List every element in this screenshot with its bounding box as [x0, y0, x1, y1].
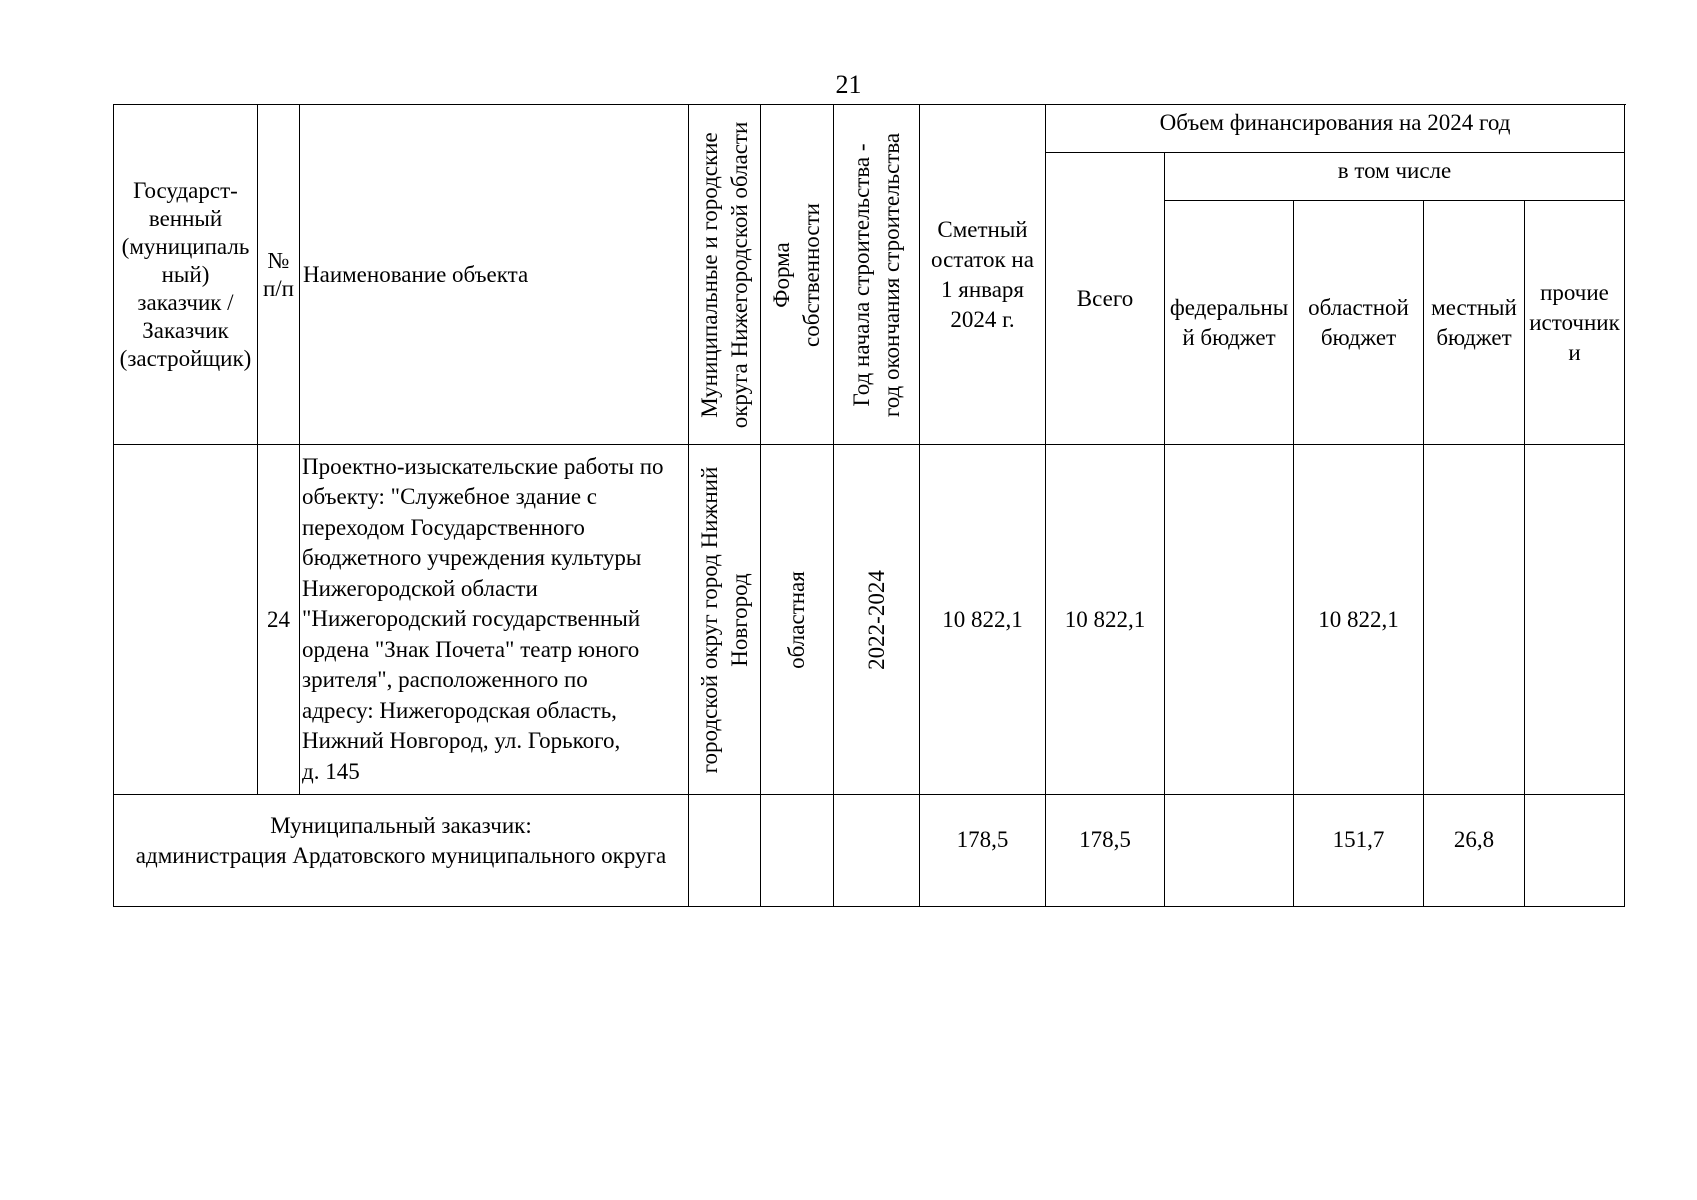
summary-regional: 151,7	[1294, 795, 1424, 907]
header-years-line1: Год начала строительства -	[848, 142, 874, 407]
header-federal: федеральны й бюджет	[1165, 201, 1294, 445]
header-municipality	[689, 105, 761, 445]
header-years-line2: год окончания строительства	[878, 132, 904, 417]
row-customer	[114, 445, 258, 795]
header-local: местный бюджет	[1424, 201, 1525, 445]
row-num: 24	[258, 445, 300, 795]
header-other: прочие источник и	[1525, 201, 1625, 445]
summary-total: 178,5	[1046, 795, 1165, 907]
header-ownership-line2: собственности	[799, 202, 824, 347]
header-municipality-line1: Муниципальные и городские	[696, 131, 722, 418]
header-name: Наименование объекта	[300, 105, 689, 445]
table-row	[114, 445, 1625, 795]
summary-federal	[1165, 795, 1294, 907]
row-name	[300, 445, 689, 795]
financing-table	[113, 104, 1625, 907]
row-municipality-line1: городской округ город Нижний	[696, 466, 722, 773]
header-ownership-line1: Форма	[769, 241, 794, 308]
row-years	[834, 445, 920, 795]
summary-other	[1525, 795, 1625, 907]
header-total: Всего	[1046, 153, 1165, 445]
row-ownership	[761, 445, 834, 795]
header-ownership	[761, 105, 834, 445]
header-municipality-line2: округа Нижегородской области	[726, 121, 752, 428]
summary-municipality	[689, 795, 761, 907]
page-number: 21	[835, 70, 862, 99]
row-years-text: 2022-2024	[863, 569, 889, 670]
summary-local: 26,8	[1424, 795, 1525, 907]
row-other	[1525, 445, 1625, 795]
header-estimate: Сметный остаток на 1 января 2024 г.	[920, 105, 1046, 445]
summary-estimate: 178,5	[920, 795, 1046, 907]
header-including: в том числе	[1165, 153, 1625, 201]
row-municipality-line2: Новгород	[726, 572, 752, 667]
header-regional: областной бюджет	[1294, 201, 1424, 445]
header-years	[834, 105, 920, 445]
row-local	[1424, 445, 1525, 795]
row-estimate: 10 822,1	[920, 445, 1046, 795]
summary-ownership	[761, 795, 834, 907]
header-customer: Государст- венный (муниципаль ный) заказчик / Заказчик (застройщик)	[114, 105, 258, 445]
row-regional: 10 822,1	[1294, 445, 1424, 795]
row-name-text: Проектно-изыскательские работы по объекту: "Служебное здание с переходом Государственного бюджетного учреждения культуры Нижегородской области "Нижегородский государственный ордена "Знак Почета" театр юного зрителя", расположенного по адресу: Нижегородская область, Нижний Новгород, ул. Горького, д. 145	[302, 453, 664, 784]
row-federal	[1165, 445, 1294, 795]
row-ownership-text: областная	[784, 570, 809, 669]
row-total: 10 822,1	[1046, 445, 1165, 795]
header-num: № п/п	[258, 105, 300, 445]
summary-years	[834, 795, 920, 907]
header-financing: Объем финансирования на 2024 год	[1046, 105, 1625, 153]
summary-label: Муниципальный заказчик: администрация Ардатовского муниципального округа	[114, 795, 689, 907]
summary-row	[114, 795, 1625, 907]
row-municipality	[689, 445, 761, 795]
